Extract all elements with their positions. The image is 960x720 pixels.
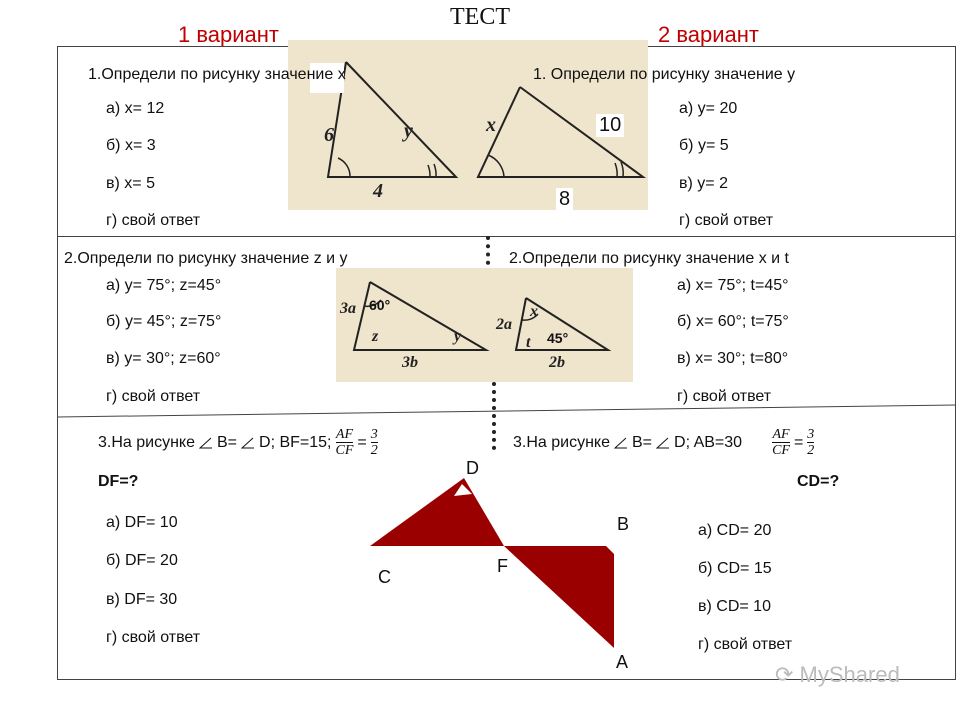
variant-1-heading: 1 вариант xyxy=(178,22,280,47)
q3-right-cond2: D; AB=30 xyxy=(674,433,743,451)
q2-left-option-c[interactable]: в) у= 30°; z=60° xyxy=(106,350,221,367)
divider-1 xyxy=(57,236,956,237)
q1-left-option-b[interactable]: б) х= 3 xyxy=(106,137,156,154)
q1-left-option-c[interactable]: в) х= 5 xyxy=(106,175,155,192)
point-d: D xyxy=(466,458,479,478)
q2-figure-photo xyxy=(336,268,633,382)
q1-label-8: 8 xyxy=(556,188,573,211)
q1-label-4: 4 xyxy=(373,180,383,202)
q3-right-ratio: $\frac{3}{2}$ xyxy=(807,427,815,458)
q2-label-45: 45° xyxy=(547,330,569,346)
q3-right-option-b[interactable]: б) CD= 15 xyxy=(698,560,772,577)
q3-left-prefix: 3.На рисунке xyxy=(98,433,195,451)
triangle-cdf xyxy=(370,478,504,546)
point-f: F xyxy=(497,556,508,576)
q1-right-option-a[interactable]: а) у= 20 xyxy=(679,100,738,117)
triangle-fba xyxy=(504,546,614,648)
angle-icon xyxy=(656,437,670,449)
q2-label-3b: 3b xyxy=(402,354,418,371)
q1-left-option-a[interactable]: а) х= 12 xyxy=(106,100,165,117)
q3-left-option-c[interactable]: в) DF= 30 xyxy=(106,591,178,608)
q3-right-question xyxy=(513,427,814,458)
q3-right-eq: = xyxy=(793,433,804,451)
q1-right-question: 1. Определи по рисунку значение y xyxy=(533,66,796,83)
page-title: ТЕСТ xyxy=(450,4,510,30)
watermark-logo-icon: ⟳ xyxy=(775,662,800,687)
q3-left-option-d[interactable]: г) свой ответ xyxy=(106,629,201,646)
q2-right-option-a[interactable]: а) х= 75°; t=45° xyxy=(677,277,789,294)
q1-label-6: 6 xyxy=(324,124,334,146)
watermark xyxy=(775,662,900,688)
q2-right-option-c[interactable]: в) х= 30°; t=80° xyxy=(677,350,789,367)
separator-dots-3 xyxy=(492,382,500,450)
q3-right-option-a[interactable]: а) CD= 20 xyxy=(698,522,772,539)
q3-left-ask: DF=? xyxy=(98,473,139,490)
divider-2 xyxy=(57,404,956,418)
q3-right-prefix: 3.На рисунке xyxy=(513,433,610,451)
angle-icon xyxy=(199,437,213,449)
q1-right-option-c[interactable]: в) у= 2 xyxy=(679,175,728,192)
q3-right-option-d[interactable]: г) свой ответ xyxy=(698,636,793,653)
q2-label-2a: 2a xyxy=(496,316,512,333)
q3-left-cond: B= xyxy=(217,433,238,451)
q1-label-10: 10 xyxy=(596,114,624,137)
q3-left-cond2: D; BF=15; xyxy=(259,433,332,451)
q1-left-question: 1.Определи по рисунку значение x xyxy=(88,66,346,83)
q1-label-x: x xyxy=(486,114,496,136)
q2-left-question: 2.Определи по рисунку значение z и y xyxy=(64,250,348,267)
q3-left-eq: = xyxy=(357,433,367,451)
q2-left-option-a[interactable]: а) у= 75°; z=45° xyxy=(106,277,222,294)
q3-left-fraction: $\frac{AF}{CF}$ xyxy=(335,427,354,458)
q1-right-option-d[interactable]: г) свой ответ xyxy=(679,212,774,229)
q2-label-y: y xyxy=(454,328,462,345)
q3-left-question xyxy=(98,427,378,458)
q3-left-option-b[interactable]: б) DF= 20 xyxy=(106,552,178,569)
q3-left-ratio: $\frac{3}{2}$ xyxy=(370,427,378,458)
point-b: B xyxy=(617,514,630,534)
q2-label-z: z xyxy=(372,328,379,345)
q1-right-option-b[interactable]: б) у= 5 xyxy=(679,137,729,154)
point-a: A xyxy=(616,652,629,672)
angle-icon xyxy=(241,437,255,449)
q2-label-x: x xyxy=(530,303,538,320)
q2-label-3a: 3a xyxy=(340,300,356,317)
q2-right-question: 2.Определи по рисунку значение x и t xyxy=(509,250,789,267)
q3-left-option-a[interactable]: а) DF= 10 xyxy=(106,514,178,531)
angle-icon xyxy=(614,437,628,449)
q2-label-t: t xyxy=(526,334,531,351)
q3-right-fraction: $\frac{AF}{CF}$ xyxy=(772,427,790,458)
q2-right-option-b[interactable]: б) х= 60°; t=75° xyxy=(677,313,789,330)
point-c: C xyxy=(378,567,391,587)
q3-right-option-c[interactable]: в) CD= 10 xyxy=(698,598,771,615)
q2-left-option-d[interactable]: г) свой ответ xyxy=(106,388,201,405)
q3-right-ask: CD=? xyxy=(797,473,840,490)
variant-2-heading: 2 вариант xyxy=(658,22,760,47)
q2-right-option-d[interactable]: г) свой ответ xyxy=(677,388,772,405)
watermark-text: MyShared xyxy=(799,662,900,687)
q1-left-option-d[interactable]: г) свой ответ xyxy=(106,212,201,229)
q1-label-y: y xyxy=(404,120,413,142)
q2-label-2b: 2b xyxy=(549,354,565,371)
q2-label-60: 60° xyxy=(369,297,391,313)
q3-right-cond: B= xyxy=(632,433,653,451)
q2-left-option-b[interactable]: б) у= 45°; z=75° xyxy=(106,313,222,330)
